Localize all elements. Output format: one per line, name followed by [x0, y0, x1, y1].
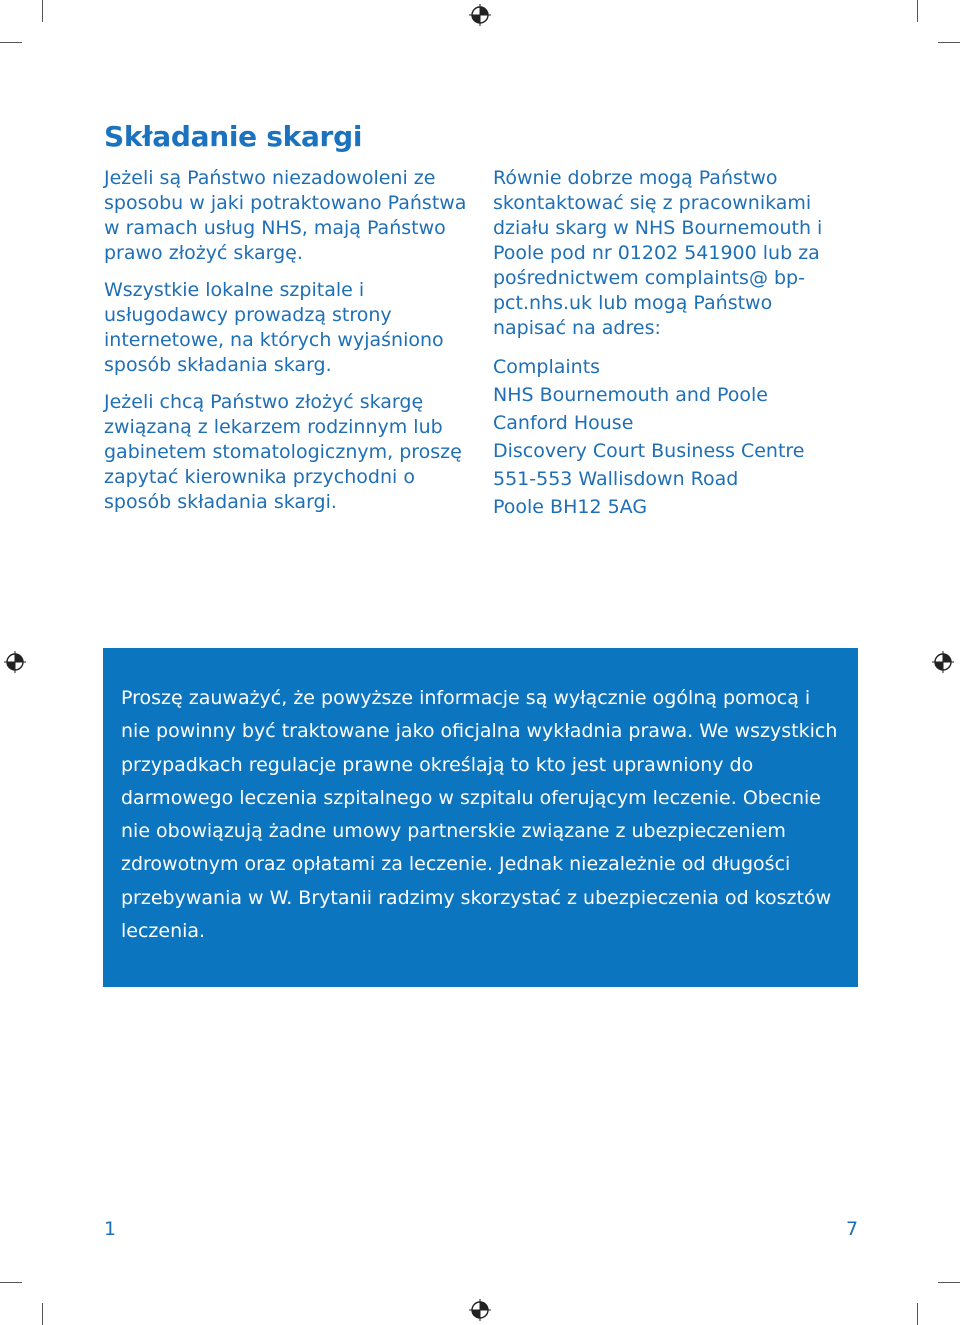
page-number-right: 7 [846, 1218, 859, 1240]
registration-mark-icon [4, 651, 26, 673]
registration-mark-icon [469, 1299, 491, 1321]
crop-mark-bottom-left-v [42, 1303, 43, 1325]
crop-mark-top-left-v [42, 0, 43, 22]
address-line: NHS Bournemouth and Poole [493, 384, 768, 406]
left-column [104, 166, 474, 527]
address-line: 551-553 Wallisdown Road [493, 468, 739, 490]
right-column [493, 166, 843, 521]
crop-mark-bottom-right-v [917, 1303, 918, 1325]
address-line: Complaints [493, 356, 601, 378]
paragraph-dissatisfied: Jeżeli są Państwo niezadowoleni ze sposobu w jaki potraktowano Państwa w ramach usług NHS, mają Państwo prawo złożyć skargę. [104, 167, 467, 264]
disclaimer-text: Proszę zauważyć, że powyższe informacje są wyłącznie ogólną pomocą i nie powinny być traktowane jako oficjalna wykładnia prawa. We wszystkich przypadkach regulacje prawne określają to kto jest uprawniony do darmowego leczenia szpitalnego w szpitalu oferującym leczenie. Obecnie nie obowiązują żadne umowy partnerskie związane z ubezpieczeniem zdrowotnym oraz opłatami za leczenie. Jednak niezależnie od długości przebywania w W. Brytanii radzimy skorzystać z ubezpieczenia od kosztów leczenia. [121, 687, 838, 943]
address-line: Poole BH12 5AG [493, 496, 648, 518]
address-line: Discovery Court Business Centre [493, 440, 805, 462]
crop-mark-top-right-h [938, 42, 960, 43]
registration-mark-icon [469, 4, 491, 26]
postal-address [493, 353, 843, 521]
address-line: Canford House [493, 412, 634, 434]
crop-mark-top-right-v [917, 0, 918, 22]
crop-mark-top-left-h [0, 42, 22, 43]
paragraph-contact: Równie dobrze mogą Państwo skontaktować się z pracownikami działu skarg w NHS Bournemouth i Poole pod nr 01202 541900 lub za pośrednictwem complaints@ bp-pct.nhs.uk lub mogą Państwo napisać na adres: [493, 167, 823, 339]
paragraph-hospitals: Wszystkie lokalne szpitale i usługodawcy prowadzą strony internetowe, na których wyjaśniono sposób składania skarg. [104, 279, 444, 376]
crop-mark-bottom-right-h [938, 1282, 960, 1283]
crop-mark-bottom-left-h [0, 1282, 22, 1283]
disclaimer-box [103, 648, 858, 987]
page-title: Składanie skargi [104, 120, 363, 153]
registration-mark-icon [932, 651, 954, 673]
paragraph-gp-dentist: Jeżeli chcą Państwo złożyć skargę związaną z lekarzem rodzinnym lub gabinetem stomatologicznym, proszę zapytać kierownika przychodni o sposób składania skargi. [104, 391, 462, 513]
page-number-left: 1 [104, 1218, 117, 1240]
